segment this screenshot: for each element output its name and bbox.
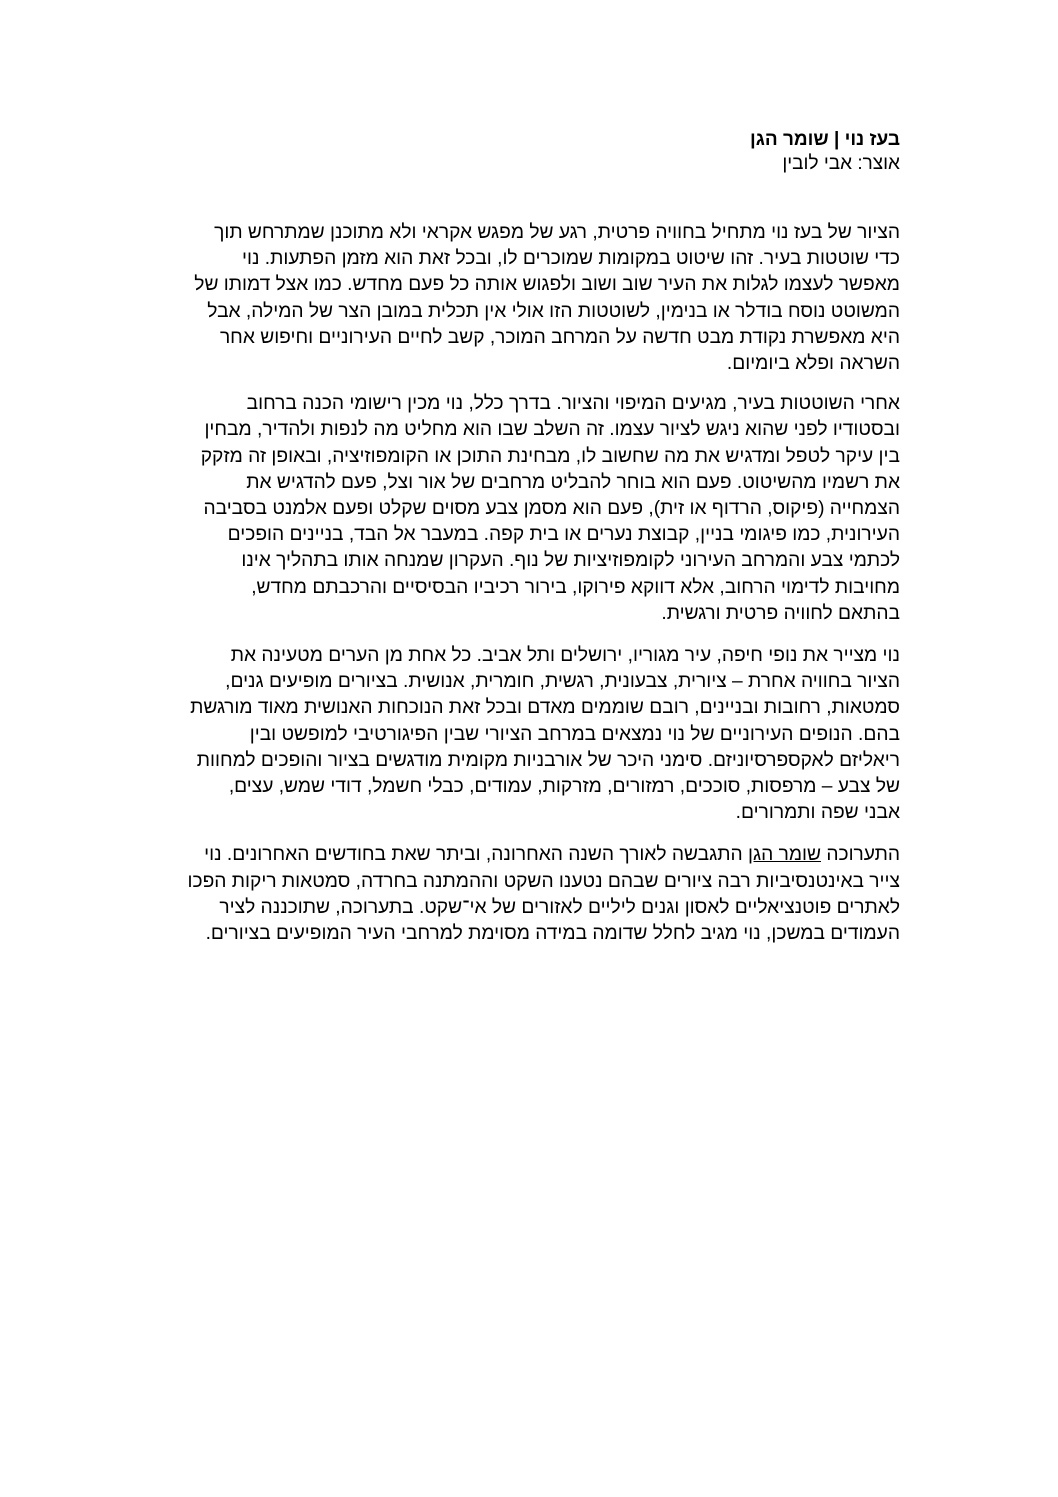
paragraph-4 [160, 842, 900, 947]
text-fragment: התגבשה לאורך השנה האחרונה, וביתר שאת בחודשים האחרונים. נוי [204, 844, 748, 866]
text-line: העירונית, כמו פיגומי בניין, קבוצת נערים או בית קפה. במעבר אל הבד, בניינים הופכים [227, 524, 900, 546]
text-line: הצמחייה (פיקוס, הרדוף או זית), פעם הוא מסמן צבע מסוים שקלט ופעם אלמנט בסביבה [203, 498, 900, 520]
paragraph-2 [160, 391, 900, 627]
paragraph-3 [160, 643, 900, 826]
text-line: בין עיקר לטפל ומדגיש את מה שחשוב לו, מבחינת התוכן או הקומפוזיציה, ובאופן זה מזקק [200, 445, 900, 467]
text-line: הציור בחוויה אחרת – ציורית, צבעונית, רגשית, חומרית, אנושית. בציורים מופיעים גנים, [225, 671, 900, 693]
text-line: העמודים במשכן, נוי מגיב לחלל שדומה במידה מסוימת למרחבי העיר המופיעים בציורים. [205, 923, 900, 945]
text-line: מחויבות לדימוי הרחוב, אלא דווקא פירוקו, בירור רכיביו הבסיסיים והרכבתם מחדש, [251, 576, 900, 598]
text-line: לאתרים פוטנציאליים לאסון וגנים ליליים לאזורים של אי־שקט. בתערוכה, שתוכננה לציר [219, 896, 900, 918]
text-line: מאפשר לעצמו לגלות את העיר שוב ושוב ולפגוש אותה כל פעם מחדש. כמו אצל דמותו של [194, 274, 900, 296]
curator-credit: אוצר: אבי לובין [782, 153, 900, 174]
text-line: היא מאפשרת נקודת מבט חדשה על המרחב המוכר, קשב לחיים העירוניים וחיפוש אחר [219, 326, 900, 348]
text-line: צייר באינטנסיביות רבה ציורים שבהם נטענו השקט וההמתנה בחרדה, סמטאות ריקות הפכו [187, 870, 900, 892]
text-line: נוי מצייר את נופי חיפה, עיר מגוריו, ירושלים ותל אביב. כל אחת מן הערים מטעינה את [230, 645, 900, 667]
text-line: סמטאות, רחובות ובניינים, רובם שוממים מאדם ובכל זאת הנוכחות האנושית מאוד מורגשת [190, 697, 900, 719]
exhibition-title: בעז נוי | שומר הגן [749, 129, 900, 150]
text-line: את רשמיו מהשיטוט. פעם הוא בוחר להבליט מרחבים של אור וצל, פעם להדגיש את [246, 471, 900, 493]
header-block [160, 128, 900, 176]
text-line: ובסטודיו לפני שהוא ניגש לציור עצמו. זה השלב שבו הוא מחליט מה לנפות ולהדיר, מבחין [204, 419, 900, 441]
text-line: ריאליזם לאקספרסיוניזם. סימני היכר של אורבניות מקומית מודגשים בציור והופכים למחוות [196, 749, 900, 771]
text-line: לכתמי צבע והמרחב העירוני לקומפוזיציות של נוף. העקרון שמנחה אותו בתהליך אינו [241, 550, 900, 572]
text-line: השראה ופלא ביומיום. [726, 353, 900, 375]
document-page [160, 128, 900, 947]
exhibition-name-underlined: שומר הגן [747, 844, 821, 866]
text-line: בהם. הנופים העירוניים של נוי נמצאים במרחב הציורי שבין הפיגורטיבי למופשט ובין [249, 723, 900, 745]
paragraph-1 [160, 220, 900, 377]
text-line: כדי שוטטות בעיר. זהו שיטוט במקומות שמוכרים לו, ובכל זאת הוא מזמן הפתעות. נוי [242, 248, 900, 270]
text-line: בהתאם לחוויה פרטית ורגשית. [661, 602, 900, 624]
text-line: של צבע – מרפסות, סוככים, רמזורים, מזרקות, עמודים, כבלי חשמל, דודי שמש, עצים, [228, 776, 900, 798]
text-fragment: התערוכה [821, 844, 900, 866]
text-line [160, 842, 900, 868]
text-line: הציור של בעז נוי מתחיל בחוויה פרטית, רגע של מפגש אקראי ולא מתוכנן שמתרחש תוך [214, 222, 900, 243]
text-line: אבני שפה ותמרורים. [735, 802, 900, 824]
text-line: אחרי השוטטות בעיר, מגיעים המיפוי והציור. בדרך כלל, נוי מכין רישומי הכנה ברחוב [246, 393, 900, 415]
text-line: המשוטט נוסח בודלר או בנימין, לשוטטות הזו אולי אין תכלית במובן הצר של המילה, אבל [207, 300, 900, 322]
